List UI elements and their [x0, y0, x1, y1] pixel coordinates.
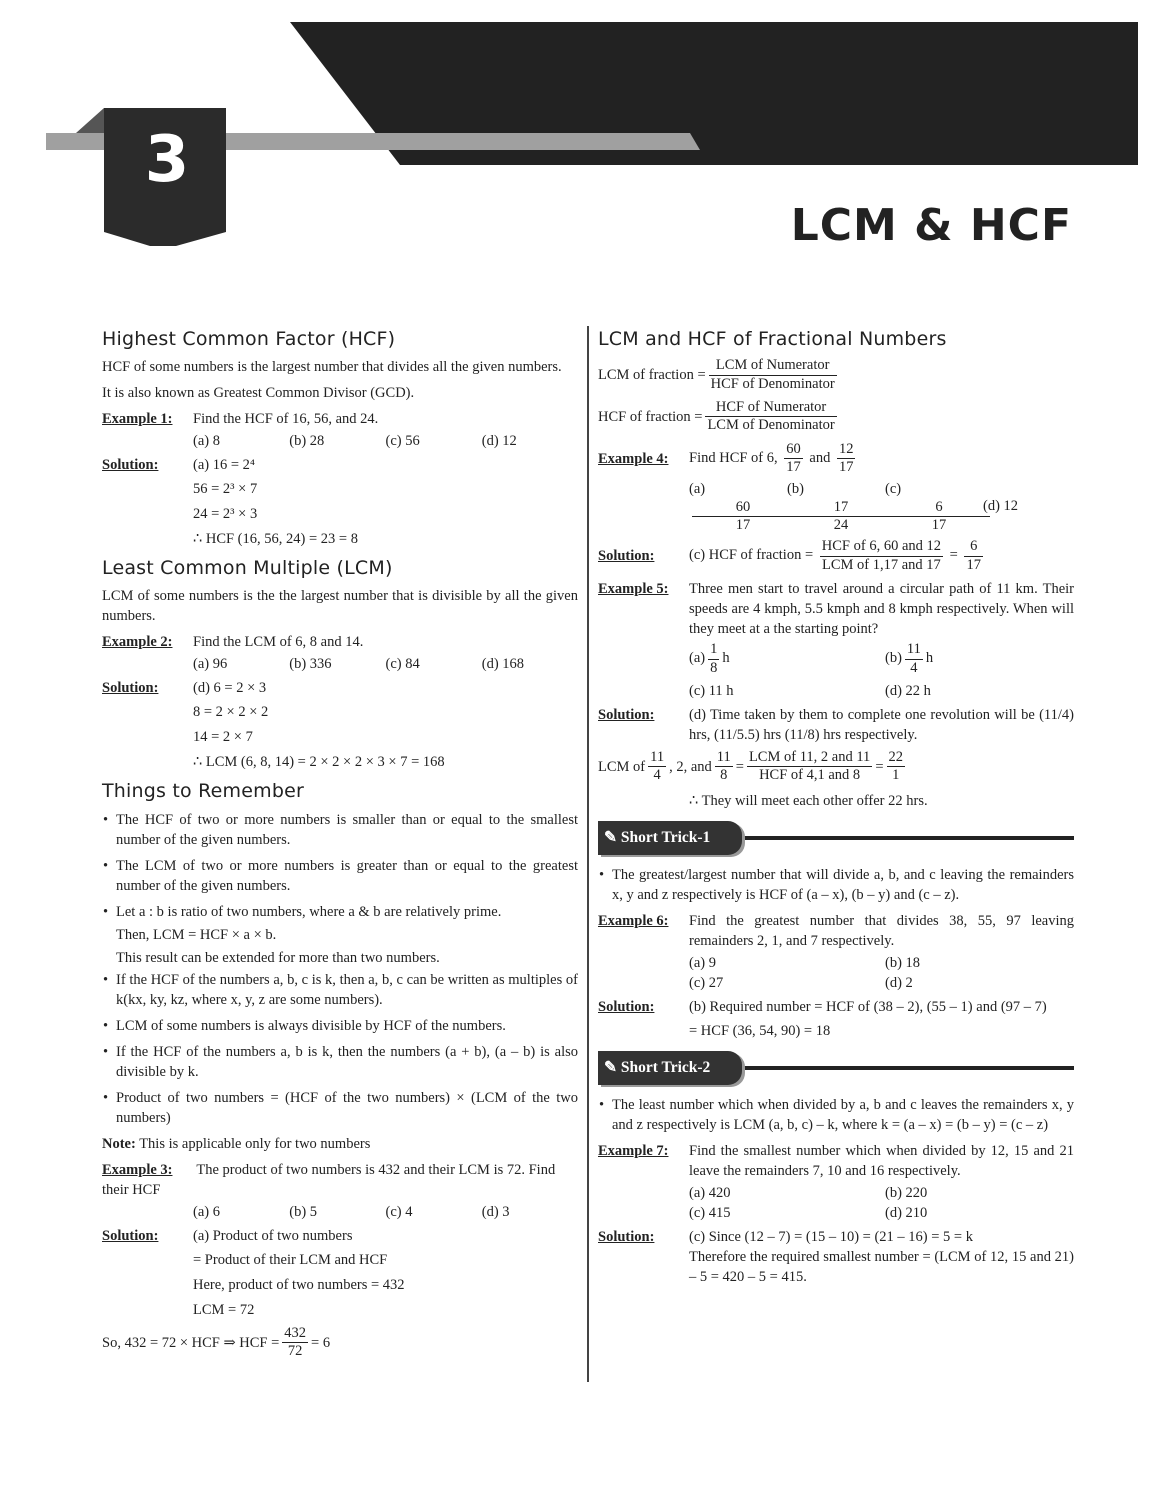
final-post: = 6	[311, 1334, 331, 1351]
remember-heading: Things to Remember	[102, 780, 304, 803]
option-d: (d) 12	[983, 498, 1019, 515]
solution-5	[598, 705, 1074, 745]
option-b: (b) 220	[885, 1184, 928, 1201]
solution-line: = HCF (36, 54, 90) = 18	[689, 1022, 831, 1039]
trick-title: Short Trick-2	[620, 1058, 711, 1076]
option-c: (c) 4	[385, 1203, 413, 1220]
list-item: • The LCM of two or more numbers is greater than or equal to the greatest number of the given numbers.	[116, 856, 578, 896]
option-a: (a) 420	[689, 1184, 731, 1201]
example-text: Find HCF of 6, $\frac{60}{17}$ and $\frac{12}{17}$	[689, 440, 854, 476]
solution-line: (a) Product of two numbers	[193, 1227, 353, 1244]
left-column	[102, 320, 578, 1366]
list-item	[116, 902, 578, 968]
example-label: Example 7:	[598, 1142, 669, 1159]
hcf-definition: HCF of some numbers is the largest number that divides all the given numbers.	[102, 359, 562, 376]
solution-line: (b) Required number = HCF of (38 – 2), (55 – 1) and (97 – 7)	[689, 998, 1047, 1015]
solution-formula: LCM of $\frac{11}{4}$ , 2, and $\frac{11}{8}$ = $\frac{\text{LCM of 11, 2 and 11}}{\text{HCF of 4,1 and 8}}$ = $\frac{22}{1}$	[598, 748, 903, 784]
solution-6	[598, 997, 1074, 1017]
final-pre: So, 432 = 72 × HCF ⇒ HCF =	[102, 1334, 280, 1351]
example-3	[102, 1160, 578, 1200]
option-a: (a) $\frac{60}{17}$	[689, 479, 787, 535]
solution-final	[102, 1325, 578, 1361]
example-2-options	[193, 654, 578, 674]
option-c: (c) 27	[689, 974, 724, 991]
example-4	[598, 441, 1074, 477]
option-c: (c) 84	[385, 656, 420, 673]
example-4-options	[689, 479, 1074, 535]
example-5	[598, 579, 1074, 639]
solution-label: Solution:	[598, 1228, 655, 1245]
solution-line: (d) Time taken by them to complete one revolution will be (11/4) hrs, (11/5.5) hrs (11/8) hrs respectively.	[689, 706, 1074, 743]
example-6	[598, 911, 1074, 951]
example-text: The product of two numbers is 432 and their LCM is 72. Find their HCF	[102, 1161, 556, 1198]
example-text: Find the greatest number that divides 38, 55, 97 leaving remainders 2, 1, and 7 respectively.	[689, 912, 1074, 949]
solution-3	[102, 1226, 578, 1246]
option-b: (b) 336	[289, 656, 332, 673]
option-b: (b) 28	[289, 433, 325, 450]
pencil-icon: ✎	[604, 1058, 617, 1076]
solution-line: Therefore the required smallest number = (LCM of 12, 15 and 21) – 5 = 420 – 5 = 415.	[689, 1248, 1074, 1285]
option-a: (a) 6	[193, 1203, 220, 1220]
solution-line: 24 = 2³ × 3	[193, 506, 258, 523]
formula-label: HCF of fraction =	[598, 408, 703, 425]
solution-line: 56 = 2³ × 7	[193, 481, 258, 498]
option-a: (a) 9	[689, 954, 716, 971]
example-6-options	[689, 953, 1074, 993]
lcm-fraction-formula	[598, 357, 1074, 393]
hcf-alt-name: It is also known as Greatest Common Divisor (GCD).	[102, 385, 415, 402]
chapter-title: LCM & HCF	[790, 200, 1072, 251]
example-label: Example 2:	[102, 634, 173, 651]
remember-list	[102, 810, 578, 1128]
lcm-heading: Least Common Multiple (LCM)	[102, 557, 393, 580]
option-c: (c) $\frac{6}{17}$	[885, 479, 983, 535]
solution-line: LCM = 72	[193, 1301, 255, 1318]
note	[102, 1134, 578, 1154]
hcf-fraction-formula	[598, 399, 1074, 435]
solution-line: (c) HCF of fraction = $\frac{\text{HCF of 6, 60 and 12}}{\text{LCM of 1,17 and 17}}$ = $\frac{6}{17}$	[689, 538, 981, 573]
solution-conclusion: ∴ They will meet each other offer 22 hrs.	[689, 792, 928, 809]
option-c: (c) 415	[689, 1204, 731, 1221]
example-1	[102, 409, 578, 429]
note-label: Note:	[102, 1135, 136, 1152]
column-divider	[587, 326, 589, 1382]
list-item-sub: This result can be extended for more than two numbers.	[116, 949, 440, 966]
option-d: (d) 22 h	[885, 682, 931, 699]
solution-line: 8 = 2 × 2 × 2	[193, 704, 269, 721]
formula-label: LCM of fraction =	[598, 367, 706, 384]
solution-label: Solution:	[102, 1227, 159, 1244]
fractional-heading: LCM and HCF of Fractional Numbers	[598, 328, 947, 350]
example-label: Example 4:	[598, 450, 669, 467]
solution-2	[102, 678, 578, 698]
list-item: • Product of two numbers = (HCF of the two numbers) × (LCM of the two numbers)	[116, 1088, 578, 1128]
solution-label: Solution:	[102, 457, 159, 474]
example-text: Find the smallest number which when divided by 12, 15 and 21 leave the remainders 7, 10 and 16 respectively.	[689, 1142, 1074, 1179]
solution-label: Solution:	[102, 680, 159, 697]
list-item-text: Let a : b is ratio of two numbers, where a & b are relatively prime.	[116, 903, 502, 920]
option-d: (d) 210	[885, 1204, 928, 1221]
option-d: (d) 2	[885, 974, 913, 991]
example-text: Three men start to travel around a circular path of 11 km. Their speeds are 4 kmph, 5.5 kmph and 8 kmph respectively. When will they meet at a the starting point?	[689, 581, 1074, 638]
option-b: (b) 5	[289, 1203, 318, 1220]
example-label: Example 6:	[598, 912, 669, 929]
example-1-options	[193, 431, 578, 451]
list-item-sub: Then, LCM = HCF × a × b.	[116, 926, 277, 943]
short-trick-1	[598, 819, 1074, 857]
right-column	[598, 320, 1074, 1291]
short-trick-2	[598, 1049, 1074, 1087]
solution-line: 14 = 2 × 7	[193, 729, 253, 746]
option-b: (b) $\frac{17}{24}$	[787, 479, 885, 535]
option-d: (d) 168	[481, 656, 525, 673]
chapter-number: 3	[144, 123, 190, 197]
solution-line: ∴ LCM (6, 8, 14) = 2 × 2 × 2 × 3 × 7 = 168	[193, 754, 445, 771]
option-b: (b) $\frac{11}{4}$ h	[885, 641, 934, 676]
solution-line: (a) 16 = 2⁴	[193, 457, 255, 474]
example-3-options	[193, 1202, 578, 1222]
option-a: (a) 96	[193, 656, 228, 673]
fraction: $\frac{\text{LCM of Numerator}}{\text{HCF of Denominator}}$	[710, 357, 835, 392]
example-label: Example 3:	[102, 1161, 173, 1178]
list-item: • The HCF of two or more numbers is smaller than or equal to the smallest number of the given numbers.	[116, 810, 578, 850]
option-c: (c) 56	[385, 433, 420, 450]
hcf-heading: Highest Common Factor (HCF)	[102, 328, 396, 350]
lcm-definition: LCM of some numbers is the the largest number that is divisible by all the given numbers.	[102, 588, 578, 625]
solution-label: Solution:	[598, 706, 655, 723]
solution-7	[598, 1227, 1074, 1287]
example-label: Example 5:	[598, 581, 669, 598]
solution-line: = Product of their LCM and HCF	[193, 1251, 388, 1268]
fraction: $\frac{432}{72}$	[284, 1324, 307, 1360]
solution-line: (d) 6 = 2 × 3	[193, 680, 267, 697]
solution-label: Solution:	[598, 548, 655, 565]
example-7-options	[689, 1183, 1074, 1223]
list-item: • If the HCF of the numbers a, b is k, then the numbers (a + b), (a – b) is also divisible by k.	[116, 1042, 578, 1082]
solution-line: ∴ HCF (16, 56, 24) = 23 = 8	[193, 531, 358, 548]
list-item: • The greatest/largest number that will divide a, b, and c leaving the remainders x, y and z respectively is HCF of (a – x), (b – y) and (c – z).	[612, 865, 1074, 905]
option-a: (a) $\frac{1}{8}$ h	[689, 641, 730, 676]
option-d: (d) 3	[481, 1203, 510, 1220]
option-b: (b) 18	[885, 954, 921, 971]
fraction: $\frac{\text{HCF of Numerator}}{\text{LCM of Denominator}}$	[707, 399, 835, 434]
note-text: This is applicable only for two numbers	[139, 1135, 371, 1152]
pencil-icon: ✎	[604, 828, 617, 846]
option-c: (c) 11 h	[689, 682, 734, 699]
example-text: Find the HCF of 16, 56, and 24.	[193, 411, 379, 428]
option-a: (a) 8	[193, 433, 220, 450]
list-item: • If the HCF of the numbers a, b, c is k, then a, b, c can be written as multiples of k(kx, ky, kz, where x, y, z are some numbers).	[116, 970, 578, 1010]
solution-text	[689, 1227, 1074, 1287]
solution-line: Here, product of two numbers = 432	[193, 1276, 405, 1293]
trick-1-list	[598, 865, 1074, 905]
trick-title: Short Trick-1	[620, 828, 711, 846]
example-5-options	[689, 641, 1074, 701]
solution-line: (c) Since (12 – 7) = (15 – 10) = (21 – 16) = 5 = k	[689, 1228, 973, 1245]
solution-4	[598, 538, 1074, 574]
option-d: (d) 12	[481, 433, 517, 450]
trick-2-list	[598, 1095, 1074, 1135]
example-2	[102, 632, 578, 652]
example-7	[598, 1141, 1074, 1181]
list-item: • The least number which when divided by a, b and c leaves the remainders x, y and z respectively is LCM (a, b, c) – k, where k = (a – x) = (b – y) = (c – z)	[612, 1095, 1074, 1135]
list-item: • LCM of some numbers is always divisible by HCF of the numbers.	[116, 1016, 578, 1036]
example-text: Find the LCM of 6, 8 and 14.	[193, 634, 364, 651]
solution-1	[102, 455, 578, 475]
solution-label: Solution:	[598, 998, 655, 1015]
example-label: Example 1:	[102, 411, 173, 428]
